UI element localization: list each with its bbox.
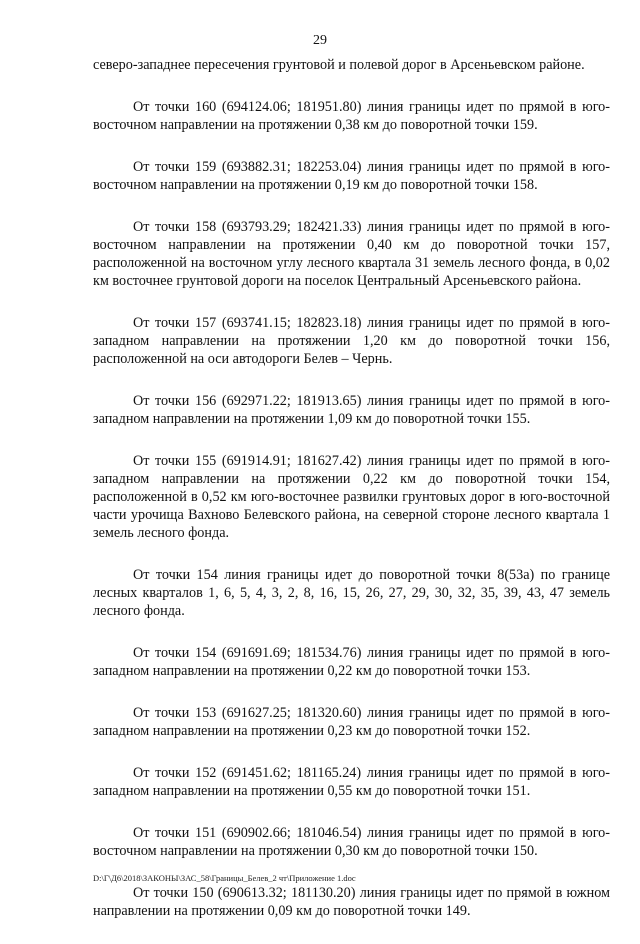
paragraph-point-158: От точки 158 (693793.29; 182421.33) линия границы идет по прямой в юго-восточном направлении на протяжении 0,40 км до поворотной точки 157, расположенной на восточном углу лесного квартала 31 земель лесного фонда, в 0,02 км восточнее грунтовой дороги на поселок Центральный Арсеньевского района. — [93, 219, 610, 289]
paragraph-point-156: От точки 156 (692971.22; 181913.65) линия границы идет по прямой в юго-западном направлении на протяжении 1,09 км до поворотной точки 155. — [93, 393, 610, 427]
paragraph-point-151: От точки 151 (690902.66; 181046.54) линия границы идет по прямой в юго-восточном направлении на протяжении 0,30 км до поворотной точки 150. — [93, 825, 610, 859]
paragraph-point-155: От точки 155 (691914.91; 181627.42) линия границы идет по прямой в юго-западном направлении на протяжении 0,22 км до поворотной точки 154, расположенной в 0,52 км юго-восточнее развилки грунтовых дорог в юго-восточной части урочища Вахново Белевского района, на северной стороне лесного квартала 1 земель лесного фонда. — [93, 453, 610, 541]
paragraph-point-153: От точки 153 (691627.25; 181320.60) линия границы идет по прямой в юго-западном направлении на протяжении 0,23 км до поворотной точки 152. — [93, 705, 610, 739]
document-body — [93, 56, 610, 944]
paragraph-point-154: От точки 154 (691691.69; 181534.76) линия границы идет по прямой в юго-западном направлении на протяжении 0,22 км до поворотной точки 153. — [93, 645, 610, 679]
paragraph-point-159: От точки 159 (693882.31; 182253.04) линия границы идет по прямой в юго-восточном направлении на протяжении 0,19 км до поворотной точки 158. — [93, 159, 610, 193]
paragraph-point-152: От точки 152 (691451.62; 181165.24) линия границы идет по прямой в юго-западном направлении на протяжении 0,55 км до поворотной точки 151. — [93, 765, 610, 799]
page-number: 29 — [313, 33, 327, 48]
paragraph-continuation: северо-западнее пересечения грунтовой и полевой дорог в Арсеньевском районе. — [93, 57, 585, 73]
file-path-footer: D:\Г\Д6\2018\ЗАКОНЫ\ЗАС_58\Границы_Белев_2 чт\Приложение 1.doc — [93, 873, 356, 883]
paragraph-point-150: От точки 150 (690613.32; 181130.20) линия границы идет по прямой в южном направлении на протяжении 0,09 км до поворотной точки 149. — [93, 885, 610, 919]
paragraph-point-160: От точки 160 (694124.06; 181951.80) линия границы идет по прямой в юго-восточном направлении на протяжении 0,38 км до поворотной точки 159. — [93, 99, 610, 133]
paragraph-point-157: От точки 157 (693741.15; 182823.18) линия границы идет по прямой в юго-западном направлении на протяжении 1,20 км до поворотной точки 156, расположенной на оси автодороги Белев – Чернь. — [93, 315, 610, 367]
paragraph-point-154-forest-boundary: От точки 154 линия границы идет до поворотной точки 8(53а) по границе лесных кварталов 1, 6, 5, 4, 3, 2, 8, 16, 15, 26, 27, 29, 30, 32, 35, 39, 43, 47 земель лесного фонда. — [93, 567, 610, 619]
